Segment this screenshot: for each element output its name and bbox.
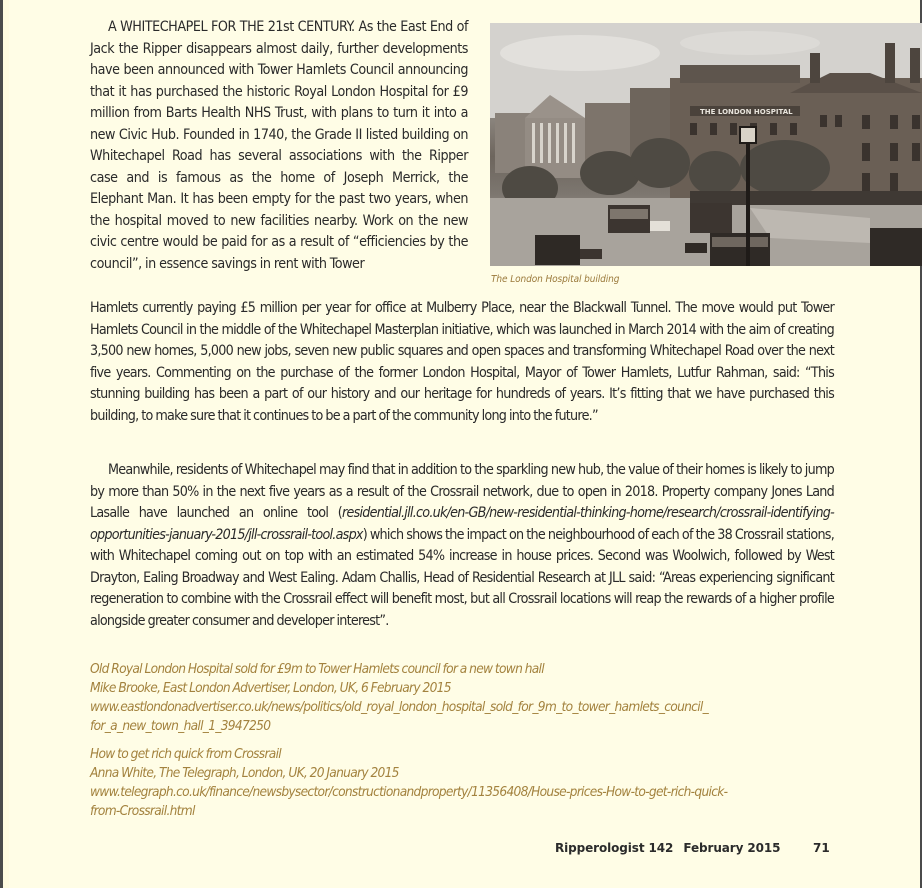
references — [90, 660, 850, 830]
svg-text:THE LONDON HOSPITAL: THE LONDON HOSPITAL — [700, 108, 793, 116]
publication-name: Ripperologist 142 — [555, 841, 674, 855]
article-paragraph-2 — [90, 460, 834, 632]
reference-item — [90, 660, 850, 736]
article-paragraph-1-continued: Hamlets currently paying £5 million per year for office at Mulberry Place, near the Blackwall Tunnel. The move would put Tower Hamlets Council in the middle of the Whitechapel Masterplan initiative, which was launched in March 2014 with the aim of creating 3,500 new homes, 5,000 new jobs, seven new public squares and open spaces and transforming Whitechapel Road over the next five years. Commenting on the purchase of the former London Hospital, Mayor of Tower Hamlets, Lutfur Rahman, said: “This stunning building has been a part of our history and our heritage for hundreds of years. It’s fitting that we have purchased this building, to make sure that it continues to be a part of the community long into the future.” — [90, 300, 834, 424]
reference-url-continued[interactable]: for_a_new_town_hall_1_3947250 — [90, 718, 271, 734]
reference-url-continued[interactable]: from-Crossrail.html — [90, 803, 195, 819]
reference-url[interactable]: www.eastlondonadvertiser.co.uk/news/politics/old_royal_london_hospital_sold_for_9m_to_tower_hamlets_council_ — [90, 699, 709, 715]
issue-date: February 2015 — [683, 841, 781, 855]
article-paragraph-1: A WHITECHAPEL FOR THE 21st CENTURY. As the East End of Jack the Ripper disappears almost daily, further developments have been announced with Tower Hamlets Council announcing that it has purchased the historic Royal London Hospital for £9 million from Barts Health NHS Trust, with plans to turn it into a new Civic Hub. Founded in 1740, the Grade II listed building on Whitechapel Road has several associations with the Ripper case and is famous as the home of Joseph Merrick, the Elephant Man. It has been empty for the past two years, when the hospital moved to new facilities nearby. Work on the new civic centre would be paid for as a result of “efficiencies by the council”, in essence savings in rent with Tower — [90, 19, 468, 272]
reference-item — [90, 745, 850, 821]
reference-byline: Anna White, The Telegraph, London, UK, 20 January 2015 — [90, 765, 399, 781]
photo-illustration — [490, 23, 922, 266]
london-hospital-photo — [490, 23, 922, 266]
reference-url[interactable]: www.telegraph.co.uk/finance/newsbysector/constructionandproperty/11356408/House-prices-How-to-get-rich-quick- — [90, 784, 728, 800]
reference-byline: Mike Brooke, East London Advertiser, London, UK, 6 February 2015 — [90, 680, 451, 696]
page-number: 71 — [813, 841, 830, 855]
photo-caption: The London Hospital building — [491, 274, 620, 285]
jll-crossrail-tool-link[interactable]: residential.jll.co.uk/en-GB/new-residential-thinking-home/research/crossrail-identifying-opportunities-january-2015/jll-crossrail-tool.aspx — [90, 505, 834, 543]
reference-title: How to get rich quick from Crossrail — [90, 746, 281, 762]
reference-title: Old Royal London Hospital sold for £9m to Tower Hamlets council for a new town hall — [90, 661, 544, 677]
page-footer — [555, 841, 780, 855]
paragraph-2-start: Meanwhile, residents of Whitechapel may find that in addition to the sparkling new hub, the value of their homes is likely to jump by more than 50% in the next five years as a result of the Crossrail network, due to open in 2018. Property company Jones Land Lasalle have launched an online tool ( — [90, 462, 834, 521]
paragraph-2-end: ) which shows the impact on the neighbourhood of each of the 38 Crossrail stations, with Whitechapel coming out on top with an estimated 54% increase in house prices. Second was Woolwich, followed by West Drayton, Ealing Broadway and West Ealing. Adam Challis, Head of Residential Research at JLL said: “Areas experiencing significant regeneration to combine with the Crossrail effect will benefit most, but all Crossrail locations will reap the rewards of a higher profile alongside greater consumer and developer interest”. — [90, 526, 834, 629]
page-gutter — [3, 0, 9, 888]
